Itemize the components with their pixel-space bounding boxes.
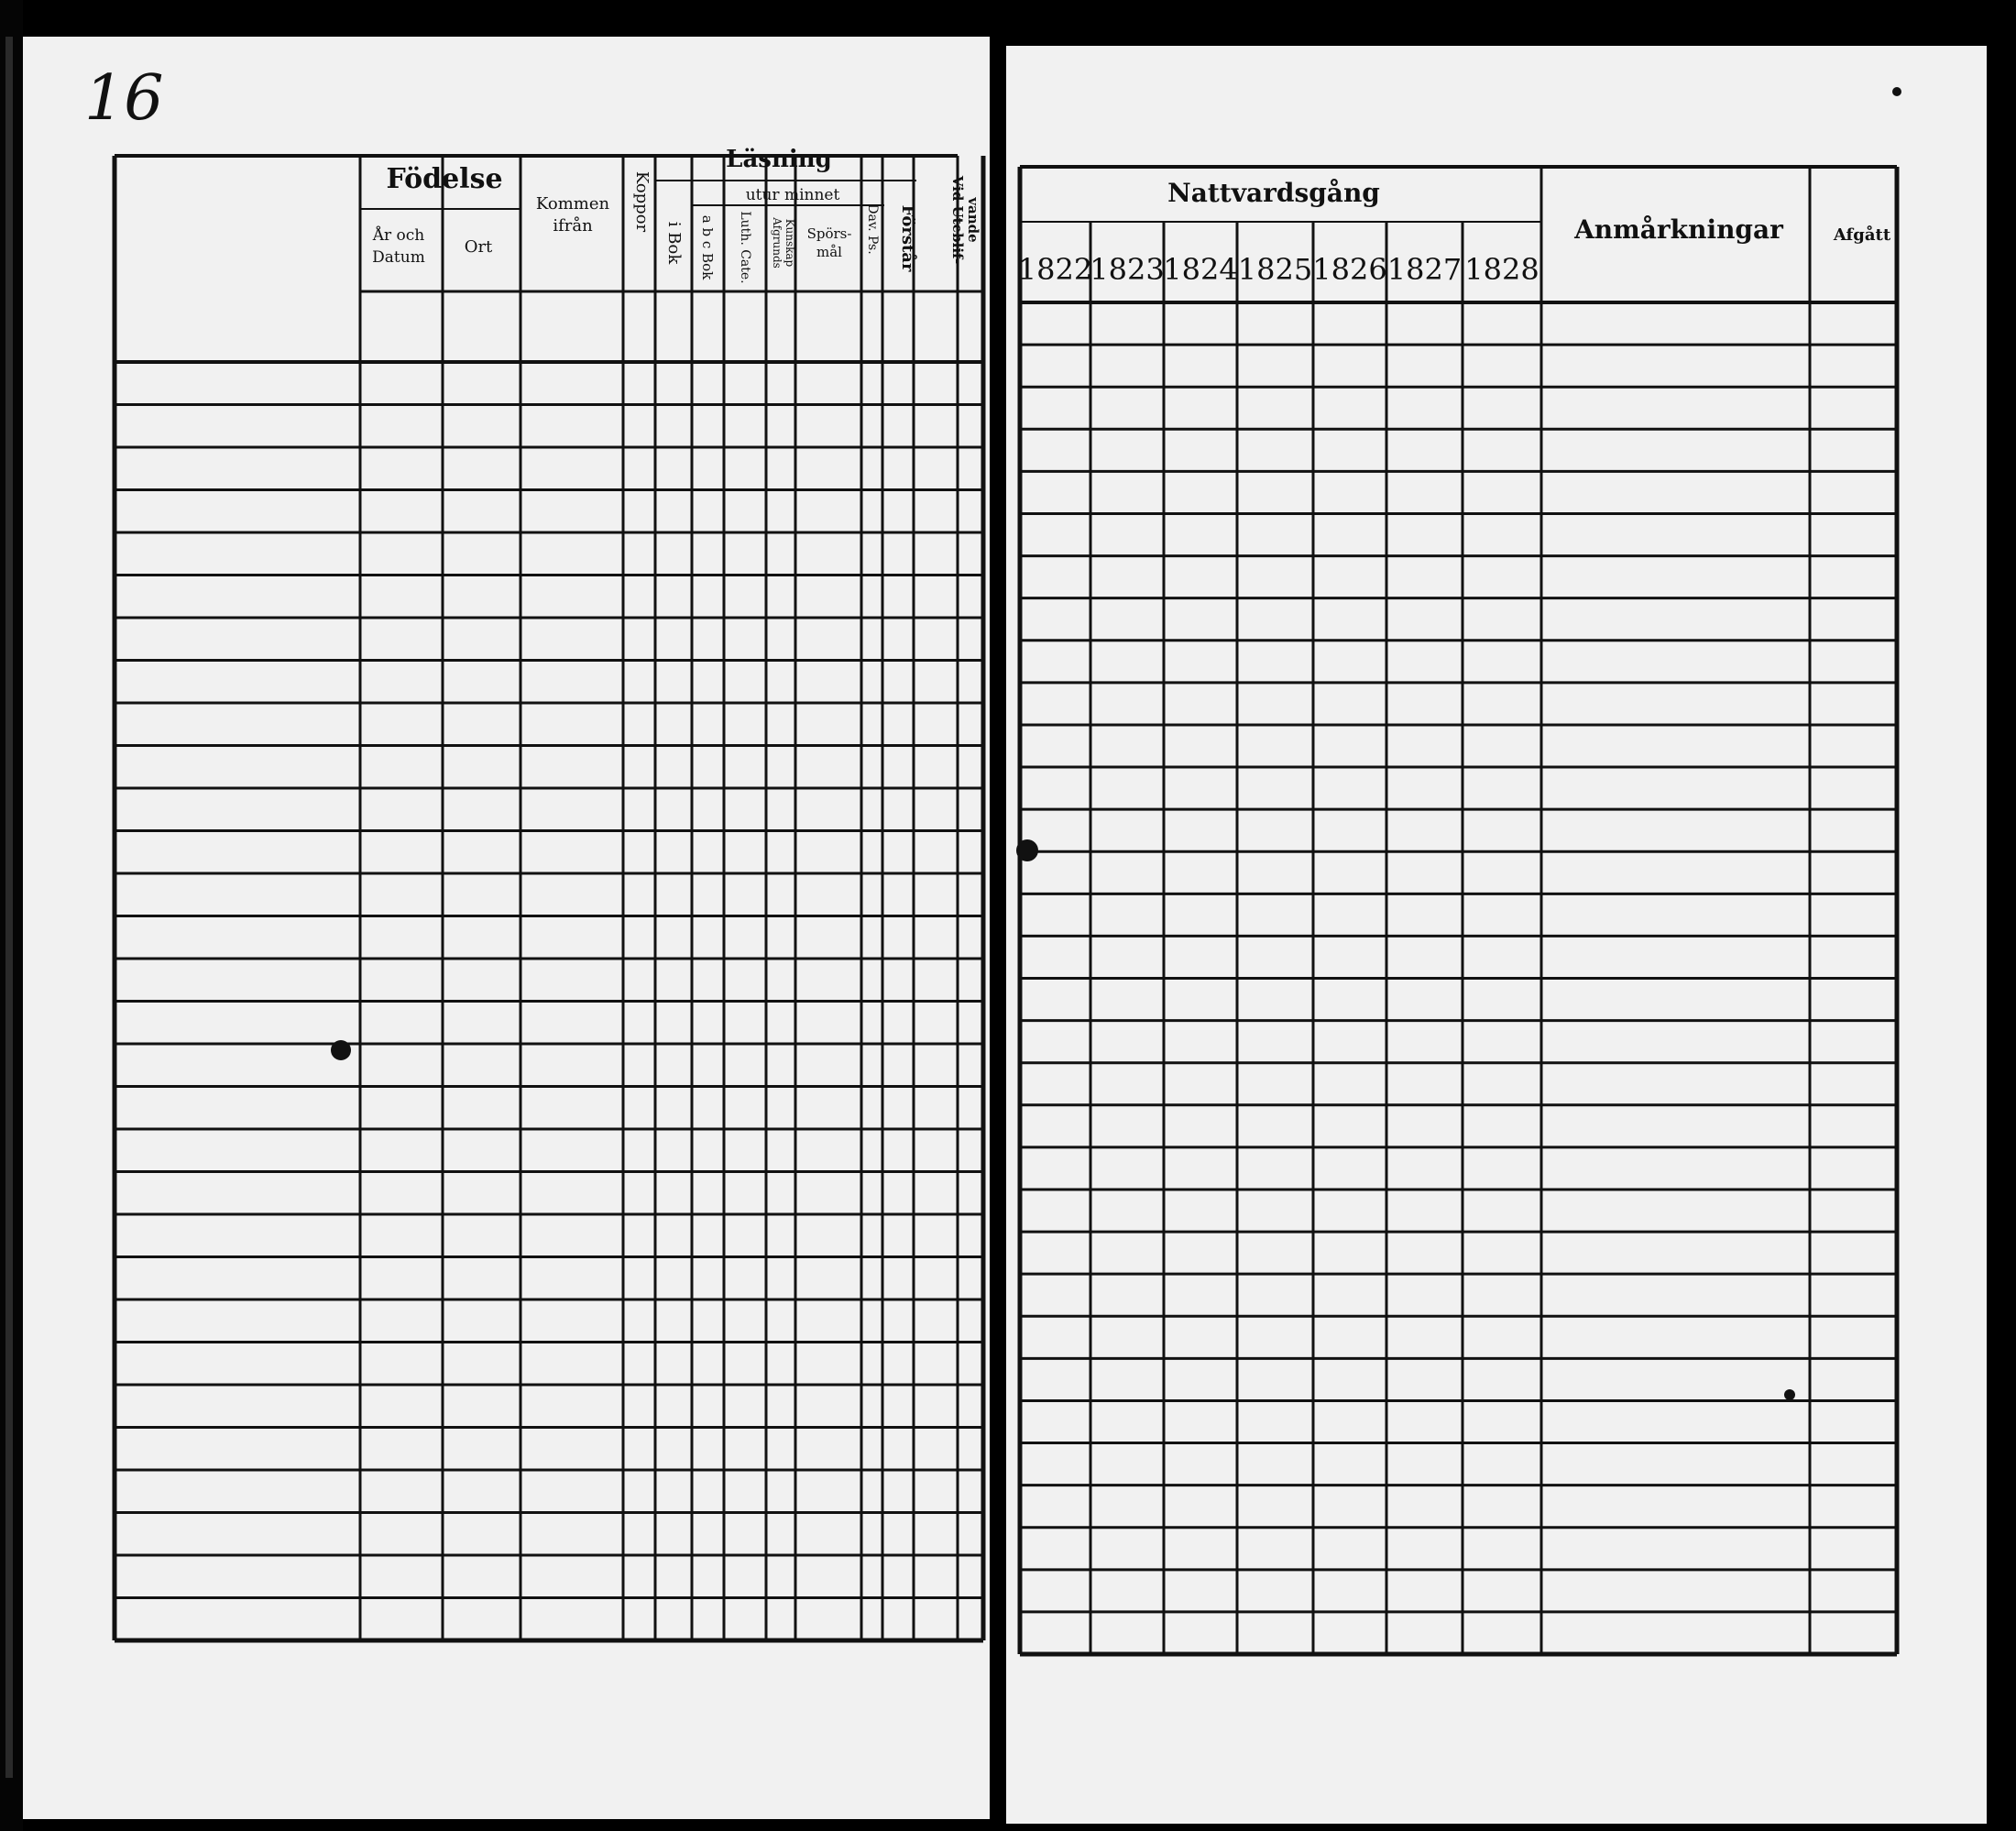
year-label: 1824 <box>1163 252 1238 287</box>
header-afgatt: Afgått <box>1833 225 1891 245</box>
header-nattvardsgang: Nattvardsgång <box>1167 178 1380 208</box>
header-ort: Ort <box>464 237 493 257</box>
year-label: 1825 <box>1237 252 1313 287</box>
header-utur-minnet: utur minnet <box>745 186 840 204</box>
page-number: 16 <box>84 62 164 135</box>
year-headers <box>1018 252 1539 287</box>
header-kunskap: Kunskap <box>783 218 796 268</box>
year-label: 1822 <box>1017 252 1093 287</box>
year-label: 1828 <box>1464 252 1539 287</box>
header-koppor: Koppor <box>632 170 652 233</box>
right-table-rulings <box>1017 167 1897 1654</box>
header-luth-cate: Luth. Cate. <box>738 211 752 284</box>
header-spors: Spörs- <box>806 225 852 242</box>
year-label: 1823 <box>1090 252 1165 287</box>
year-label: 1826 <box>1312 252 1387 287</box>
year-label: 1827 <box>1386 252 1463 287</box>
header-ifran: ifrån <box>553 216 593 236</box>
header-forstar: Förstår <box>898 204 917 272</box>
header-vid-utebl: Vid Uteblif- <box>949 175 966 265</box>
header-fodelse: Födelse <box>386 163 503 195</box>
left-table-rulings <box>115 156 983 1640</box>
header-dav-ps: Dav. Ps. <box>865 203 880 255</box>
header-abc-bok: a b c Bok <box>699 214 716 280</box>
header-mal: mål <box>816 244 842 260</box>
header-ar-och: År och <box>372 226 425 245</box>
right-header <box>1018 178 1891 287</box>
header-lasning: Läsning <box>726 146 832 173</box>
header-kommen: Kommen <box>535 194 610 214</box>
header-i-bok: i Bok <box>664 221 684 265</box>
left-header <box>372 146 981 284</box>
header-datum: Datum <box>372 248 425 267</box>
header-afgrunds: Afgrunds <box>771 217 783 269</box>
header-anmarkningar: Anmårkningar <box>1574 214 1783 245</box>
header-vande: vande <box>965 197 981 243</box>
